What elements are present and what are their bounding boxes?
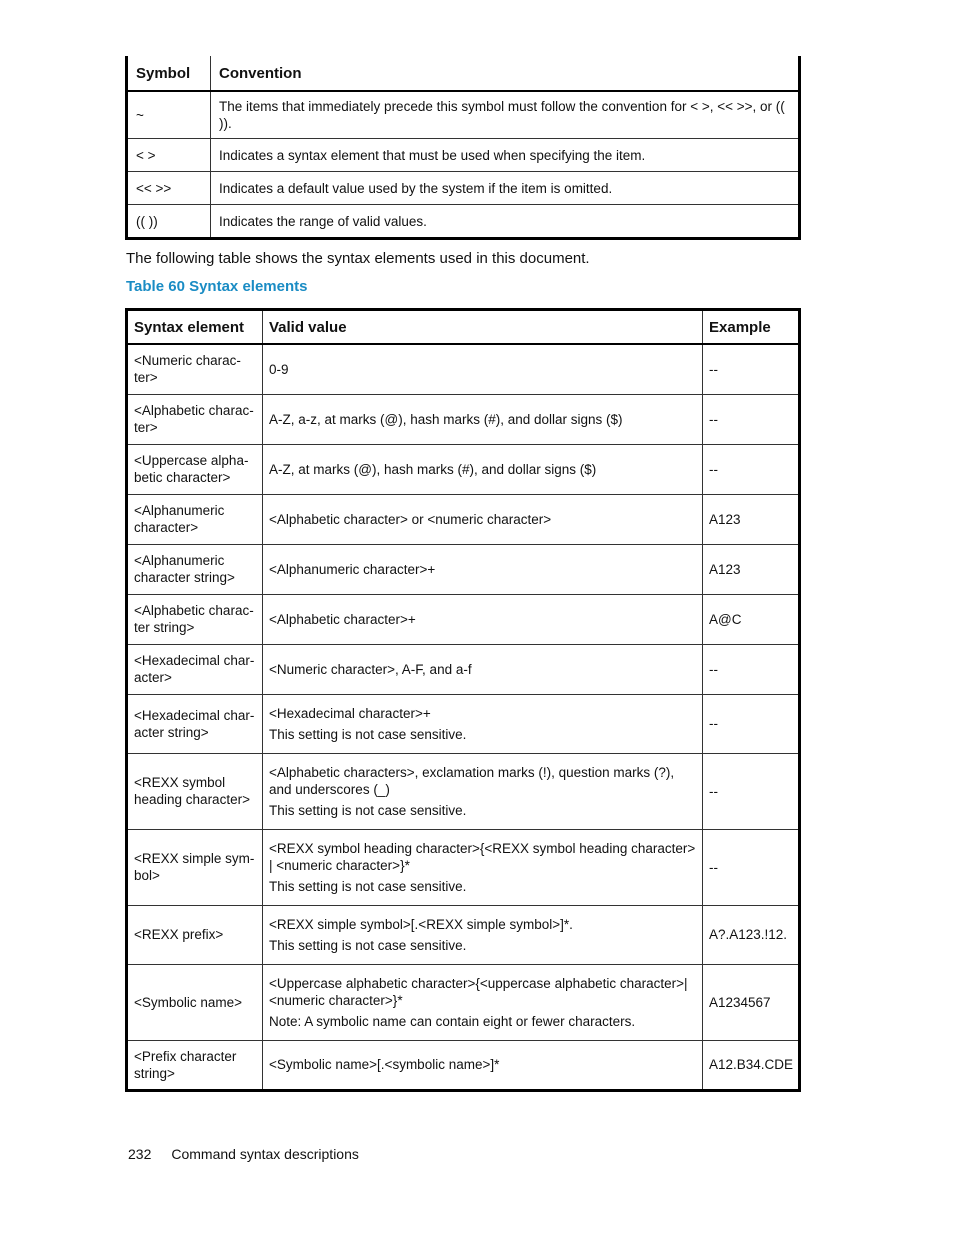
example-cell: A@C (703, 594, 800, 644)
valid-value-text: <REXX symbol heading character>{<REXX symbol heading character> | <numeric character>}* (269, 840, 696, 873)
valid-value-cell (263, 394, 703, 444)
page-number: 232 (128, 1146, 152, 1162)
table-row (127, 1040, 800, 1090)
syntax-element-cell: <Alphabetic charac-ter> (127, 394, 263, 444)
syntax-element-cell: <Alphanumeric character string> (127, 544, 263, 594)
table-row (127, 344, 800, 394)
valid-value-cell (263, 964, 703, 1040)
valid-value-text: <Alphabetic character>+ (269, 611, 416, 627)
valid-value-text: A-Z, at marks (@), hash marks (#), and dollar signs ($) (269, 461, 597, 477)
column-header-example: Example (703, 310, 800, 345)
syntax-element-cell: <Alphanumeric character> (127, 494, 263, 544)
table-row (127, 205, 800, 239)
column-header-syntax-element: Syntax element (127, 310, 263, 345)
table-row (127, 753, 800, 829)
valid-value-cell (263, 905, 703, 964)
syntax-element-cell: <REXX prefix> (127, 905, 263, 964)
syntax-element-cell: <REXX symbol heading character> (127, 753, 263, 829)
valid-value-cell (263, 594, 703, 644)
valid-value-text: <Alphabetic character> or <numeric character> (269, 511, 552, 527)
example-cell: A12.B34.CDE (703, 1040, 800, 1090)
valid-value-text: <Hexadecimal character>+ (269, 705, 431, 721)
table-row (127, 172, 800, 205)
column-header-convention: Convention (211, 56, 800, 91)
example-cell: A123 (703, 544, 800, 594)
valid-value-cell (263, 344, 703, 394)
symbol-cell: (( )) (127, 205, 211, 239)
example-cell: -- (703, 444, 800, 494)
valid-value-text: <Uppercase alphabetic character>{<uppercase alphabetic character>|<numeric character>}* (269, 975, 688, 1008)
conventions-table (125, 56, 801, 240)
table-row (127, 91, 800, 139)
table-row (127, 139, 800, 172)
table-row (127, 444, 800, 494)
table-row (127, 694, 800, 753)
column-header-valid-value: Valid value (263, 310, 703, 345)
symbol-cell: << >> (127, 172, 211, 205)
intro-paragraph: The following table shows the syntax elements used in this document. (126, 250, 590, 267)
convention-cell: Indicates the range of valid values. (211, 205, 800, 239)
example-cell: -- (703, 394, 800, 444)
valid-value-note: This setting is not case sensitive. (269, 726, 467, 742)
table-caption: Table 60 Syntax elements (126, 278, 308, 295)
syntax-table-body (127, 344, 800, 1090)
valid-value-note: This setting is not case sensitive. (269, 802, 467, 818)
symbol-cell: < > (127, 139, 211, 172)
table-row (127, 964, 800, 1040)
symbol-cell: ~ (127, 91, 211, 139)
convention-cell: The items that immediately precede this symbol must follow the convention for < >, << >>, or (( )). (211, 91, 800, 139)
syntax-elements-table (125, 308, 801, 1092)
valid-value-note: Note: A symbolic name can contain eight or fewer characters. (269, 1013, 636, 1029)
syntax-element-cell: <Uppercase alpha-betic character> (127, 444, 263, 494)
valid-value-cell (263, 544, 703, 594)
table-row (127, 494, 800, 544)
valid-value-cell (263, 1040, 703, 1090)
example-cell: -- (703, 753, 800, 829)
syntax-element-cell: <Numeric charac-ter> (127, 344, 263, 394)
syntax-element-cell: <Alphabetic charac-ter string> (127, 594, 263, 644)
example-cell: -- (703, 644, 800, 694)
valid-value-text: <Symbolic name>[.<symbolic name>]* (269, 1057, 500, 1072)
valid-value-text: <Numeric character>, A-F, and a-f (269, 661, 472, 677)
valid-value-text: A-Z, a-z, at marks (@), hash marks (#), and dollar signs ($) (269, 411, 623, 427)
valid-value-text: 0-9 (269, 361, 289, 377)
column-header-symbol: Symbol (127, 56, 211, 91)
syntax-element-cell: <Symbolic name> (127, 964, 263, 1040)
conventions-header-row (127, 56, 800, 91)
table-row (127, 544, 800, 594)
table-row (127, 594, 800, 644)
section-title: Command syntax descriptions (171, 1146, 359, 1162)
convention-cell: Indicates a default value used by the system if the item is omitted. (211, 172, 800, 205)
example-cell: -- (703, 694, 800, 753)
syntax-element-cell: <REXX simple sym-bol> (127, 829, 263, 905)
example-cell: -- (703, 344, 800, 394)
convention-cell: Indicates a syntax element that must be used when specifying the item. (211, 139, 800, 172)
example-cell: A123 (703, 494, 800, 544)
page-footer (128, 1144, 359, 1164)
table-row (127, 394, 800, 444)
valid-value-cell (263, 829, 703, 905)
valid-value-note: This setting is not case sensitive. (269, 878, 467, 894)
syntax-element-cell: <Prefix character string> (127, 1040, 263, 1090)
example-cell: A?.A123.!12. (703, 905, 800, 964)
valid-value-cell (263, 694, 703, 753)
example-cell: -- (703, 829, 800, 905)
syntax-element-cell: <Hexadecimal char-acter string> (127, 694, 263, 753)
example-cell: A1234567 (703, 964, 800, 1040)
table-row (127, 644, 800, 694)
valid-value-cell (263, 494, 703, 544)
valid-value-cell (263, 644, 703, 694)
valid-value-text: <REXX simple symbol>[.<REXX simple symbol>]*. (269, 916, 573, 932)
table-row (127, 829, 800, 905)
table-row (127, 905, 800, 964)
syntax-element-cell: <Hexadecimal char-acter> (127, 644, 263, 694)
syntax-header-row (127, 310, 800, 345)
valid-value-text: <Alphabetic characters>, exclamation marks (!), question marks (?), and underscores (_) (269, 764, 675, 797)
valid-value-cell (263, 444, 703, 494)
valid-value-cell (263, 753, 703, 829)
valid-value-note: This setting is not case sensitive. (269, 937, 467, 953)
valid-value-text: <Alphanumeric character>+ (269, 561, 436, 577)
